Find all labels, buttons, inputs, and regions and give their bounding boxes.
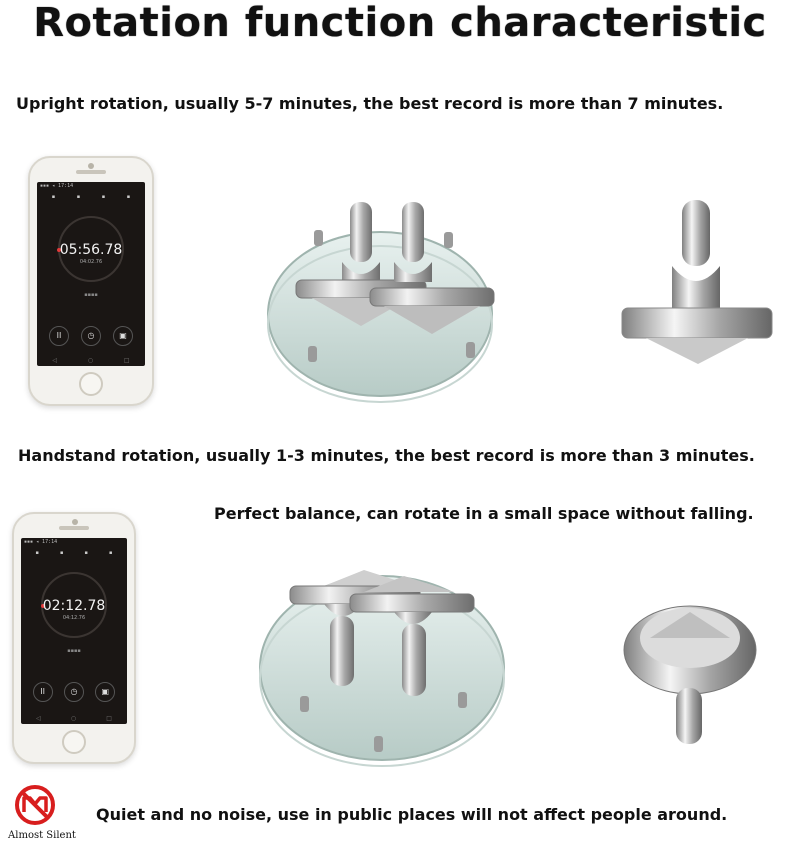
timer-icon: ◷ xyxy=(64,682,84,702)
app-tabs: ▪ ▪ ▪ ▪ xyxy=(35,550,113,556)
caption-upright: Upright rotation, usually 5-7 minutes, the best record is more than 7 minutes. xyxy=(16,94,724,113)
nav-bar: ◁ ○ □ xyxy=(52,357,130,364)
stopwatch-time: 02:12.78 xyxy=(42,598,106,614)
single-top-upright xyxy=(616,196,776,366)
lap-label: ▪▪▪▪ xyxy=(67,648,81,654)
caption-balance: Perfect balance, can rotate in a small space without falling. xyxy=(214,504,754,523)
phone-stopwatch-handstand xyxy=(12,512,136,764)
stopwatch-controls xyxy=(27,682,121,702)
speaker-grille xyxy=(59,526,89,530)
nav-bar: ◁ ○ □ xyxy=(36,715,112,722)
phone-stopwatch-upright xyxy=(28,156,154,406)
stopwatch-subtime: 04:02.76 xyxy=(79,259,103,265)
lap-label: ▪▪▪▪ xyxy=(84,292,98,298)
stopwatch-time: 05:56.78 xyxy=(59,242,123,258)
timer-icon: ◷ xyxy=(81,326,101,346)
home-button xyxy=(62,730,86,754)
status-bar: ▪▪▪ ◂ 17:14 xyxy=(40,183,74,189)
home-button xyxy=(79,372,103,396)
stopwatch-screen xyxy=(37,182,145,366)
single-top-handstand xyxy=(620,592,760,746)
tops-on-base-handstand xyxy=(254,564,510,770)
caption-handstand: Handstand rotation, usually 1-3 minutes, the best record is more than 3 minutes. xyxy=(18,446,755,465)
pause-icon: II xyxy=(33,682,53,702)
camera-icon xyxy=(88,163,94,169)
stopwatch-screen xyxy=(21,538,127,724)
logo-label: Almost Silent xyxy=(8,830,76,841)
stopwatch-controls xyxy=(43,326,139,346)
mute-icon xyxy=(14,784,56,826)
pause-icon: II xyxy=(49,326,69,346)
caption-quiet: Quiet and no noise, use in public places will not affect people around. xyxy=(96,805,728,824)
tops-on-base-upright xyxy=(262,196,502,406)
speaker-grille xyxy=(76,170,106,174)
page-title: Rotation function characteristic xyxy=(33,0,767,46)
app-tabs: ▪ ▪ ▪ ▪ xyxy=(51,194,131,200)
reset-icon: ▣ xyxy=(113,326,133,346)
status-bar: ▪▪▪ ◂ 17:14 xyxy=(24,539,58,545)
camera-icon xyxy=(72,519,78,525)
stopwatch-subtime: 04:12.76 xyxy=(62,615,86,621)
reset-icon: ▣ xyxy=(95,682,115,702)
